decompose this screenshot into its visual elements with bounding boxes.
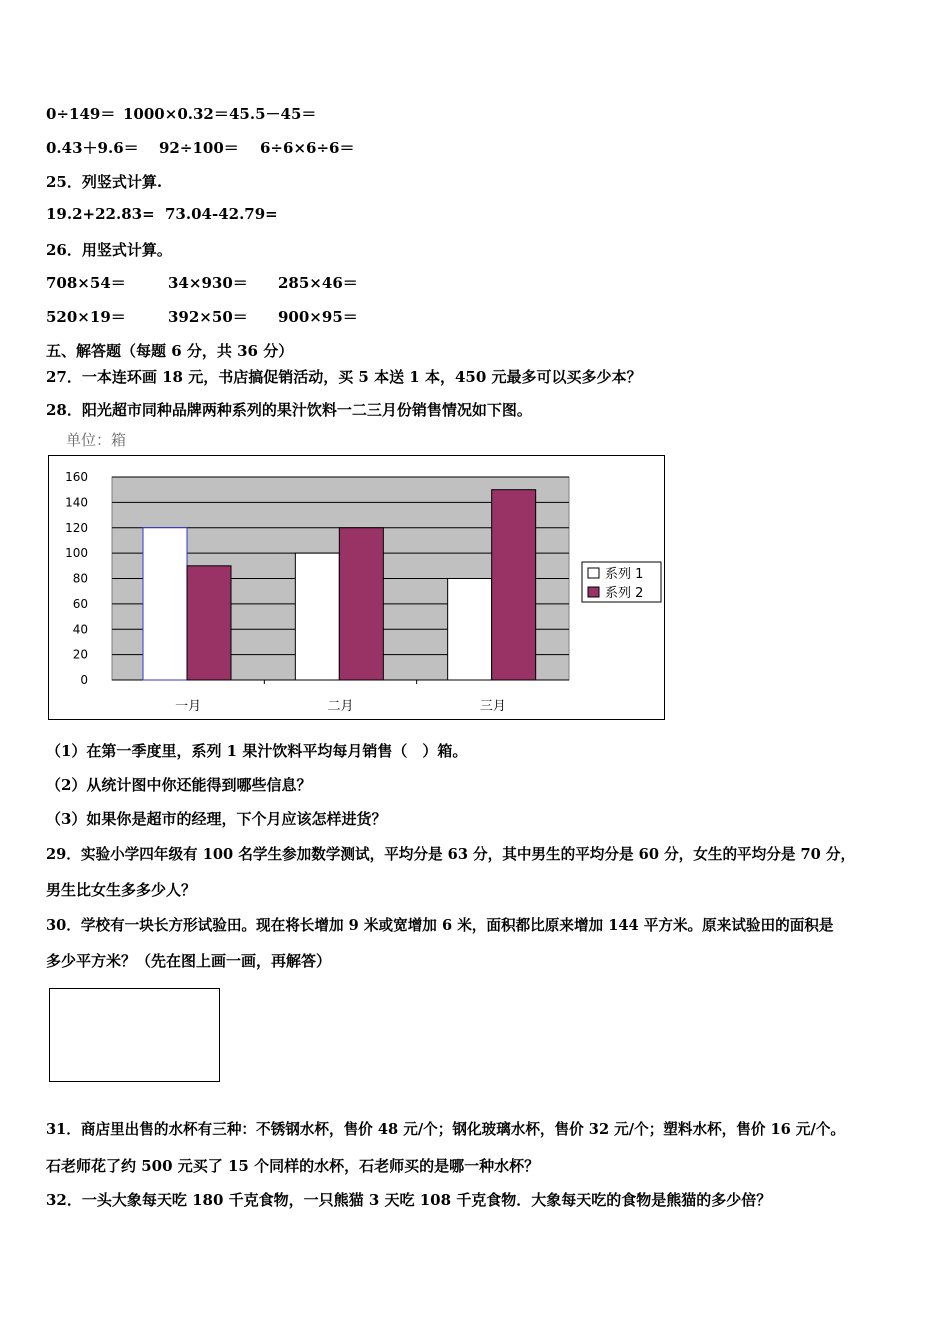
question-30-line-1: 30．学校有一块长方形试验田。现在将长增加 9 米或宽增加 6 米，面积都比原来增加 144 平方米。原来试验田的面积是 [46, 917, 834, 934]
question-29-line-2: 男生比女生多多少人？ [46, 881, 197, 899]
question-28-sub-2: （2）从统计图中你还能得到哪些信息？ [46, 776, 312, 794]
bar-2-2 [339, 528, 383, 680]
y-tick-label: 140 [65, 495, 88, 510]
y-tick-label: 0 [80, 673, 88, 687]
question-32: 32．一头大象每天吃 180 千克食物，一只熊猫 3 天吃 108 千克食物．大象每天吃的食物是熊猫的多少倍？ [46, 1191, 772, 1209]
expression: 45.5－45＝ [229, 105, 317, 123]
bar-1-2 [295, 553, 339, 680]
question-26-row-2 [46, 306, 358, 327]
arithmetic-row-1 [46, 103, 316, 124]
y-tick-label: 80 [72, 571, 88, 586]
expression: 73.04-42.79= [165, 205, 278, 223]
expression: 92÷100＝ [159, 139, 239, 157]
legend-swatch [588, 568, 599, 578]
y-tick-label: 60 [72, 596, 88, 611]
expression: 708×54＝ [46, 274, 126, 292]
y-tick-label: 20 [72, 647, 88, 662]
expression: 0÷149＝ [46, 105, 116, 123]
expression: 1000×0.32＝ [123, 105, 229, 123]
field-drawing-rectangle [49, 988, 220, 1082]
question-28-sub-1: （1）在第一季度里，系列 1 果汁饮料平均每月销售（ ）箱。 [46, 742, 468, 760]
y-tick-label: 120 [65, 520, 88, 535]
question-25-items [46, 205, 278, 223]
bar-2-3 [492, 490, 536, 680]
question-28-title: 28．阳光超市同种品牌两种系列的果汁饮料一二三月份销售情况如下图。 [46, 401, 532, 419]
y-tick-label: 160 [65, 470, 88, 484]
y-tick-label: 40 [72, 622, 88, 637]
expression: 19.2+22.83= [46, 205, 155, 223]
question-28-sub-3: （3）如果你是超市的经理，下个月应该怎样进货？ [46, 810, 387, 828]
question-31-line-1: 31．商店里出售的水杯有三种：不锈钢水杯，售价 48 元/个；钢化玻璃水杯，售价 32 元/个；塑料水杯，售价 16 元/个。 [46, 1121, 846, 1138]
question-26-title: 26．用竖式计算。 [46, 241, 172, 259]
expression: 6÷6×6÷6＝ [260, 139, 355, 157]
question-30-line-2: 多少平方米？（先在图上画一画，再解答） [46, 952, 332, 970]
expression: 285×46＝ [278, 274, 358, 292]
x-tick-label: 三月 [479, 699, 506, 714]
bar-chart-svg [49, 456, 664, 719]
expression: 0.43＋9.6＝ [46, 139, 139, 157]
section-heading: 五、解答题（每题 6 分，共 36 分） [46, 342, 294, 360]
chart-unit-label: 单位：箱 [66, 431, 127, 449]
question-29-line-1: 29．实验小学四年级有 100 名学生参加数学测试，平均分是 63 分，其中男生的平均分是 60 分，女生的平均分是 70 分， [46, 846, 856, 863]
bar-1-3 [448, 579, 492, 681]
expression: 900×95＝ [278, 308, 358, 326]
expression: 34×930＝ [168, 274, 248, 292]
x-tick-label: 一月 [175, 699, 202, 714]
x-tick-label: 二月 [327, 699, 354, 714]
question-31-line-2: 石老师花了约 500 元买了 15 个同样的水杯，石老师买的是哪一种水杯？ [46, 1157, 540, 1175]
y-tick-label: 100 [65, 546, 88, 561]
legend-label: 系列 2 [605, 586, 644, 601]
question-27: 27．一本连环画 18 元，书店搞促销活动，买 5 本送 1 本，450 元最多可以买多少本？ [46, 368, 642, 386]
expression: 392×50＝ [168, 308, 248, 326]
bar-chart [48, 455, 665, 720]
legend-swatch [588, 587, 599, 597]
question-25-title: 25．列竖式计算. [46, 173, 163, 191]
expression: 520×19＝ [46, 308, 126, 326]
bar-2-1 [187, 566, 231, 680]
bar-1-1 [143, 528, 187, 680]
legend-label: 系列 1 [605, 567, 644, 582]
arithmetic-row-2 [46, 137, 354, 158]
question-26-row-1 [46, 272, 358, 293]
